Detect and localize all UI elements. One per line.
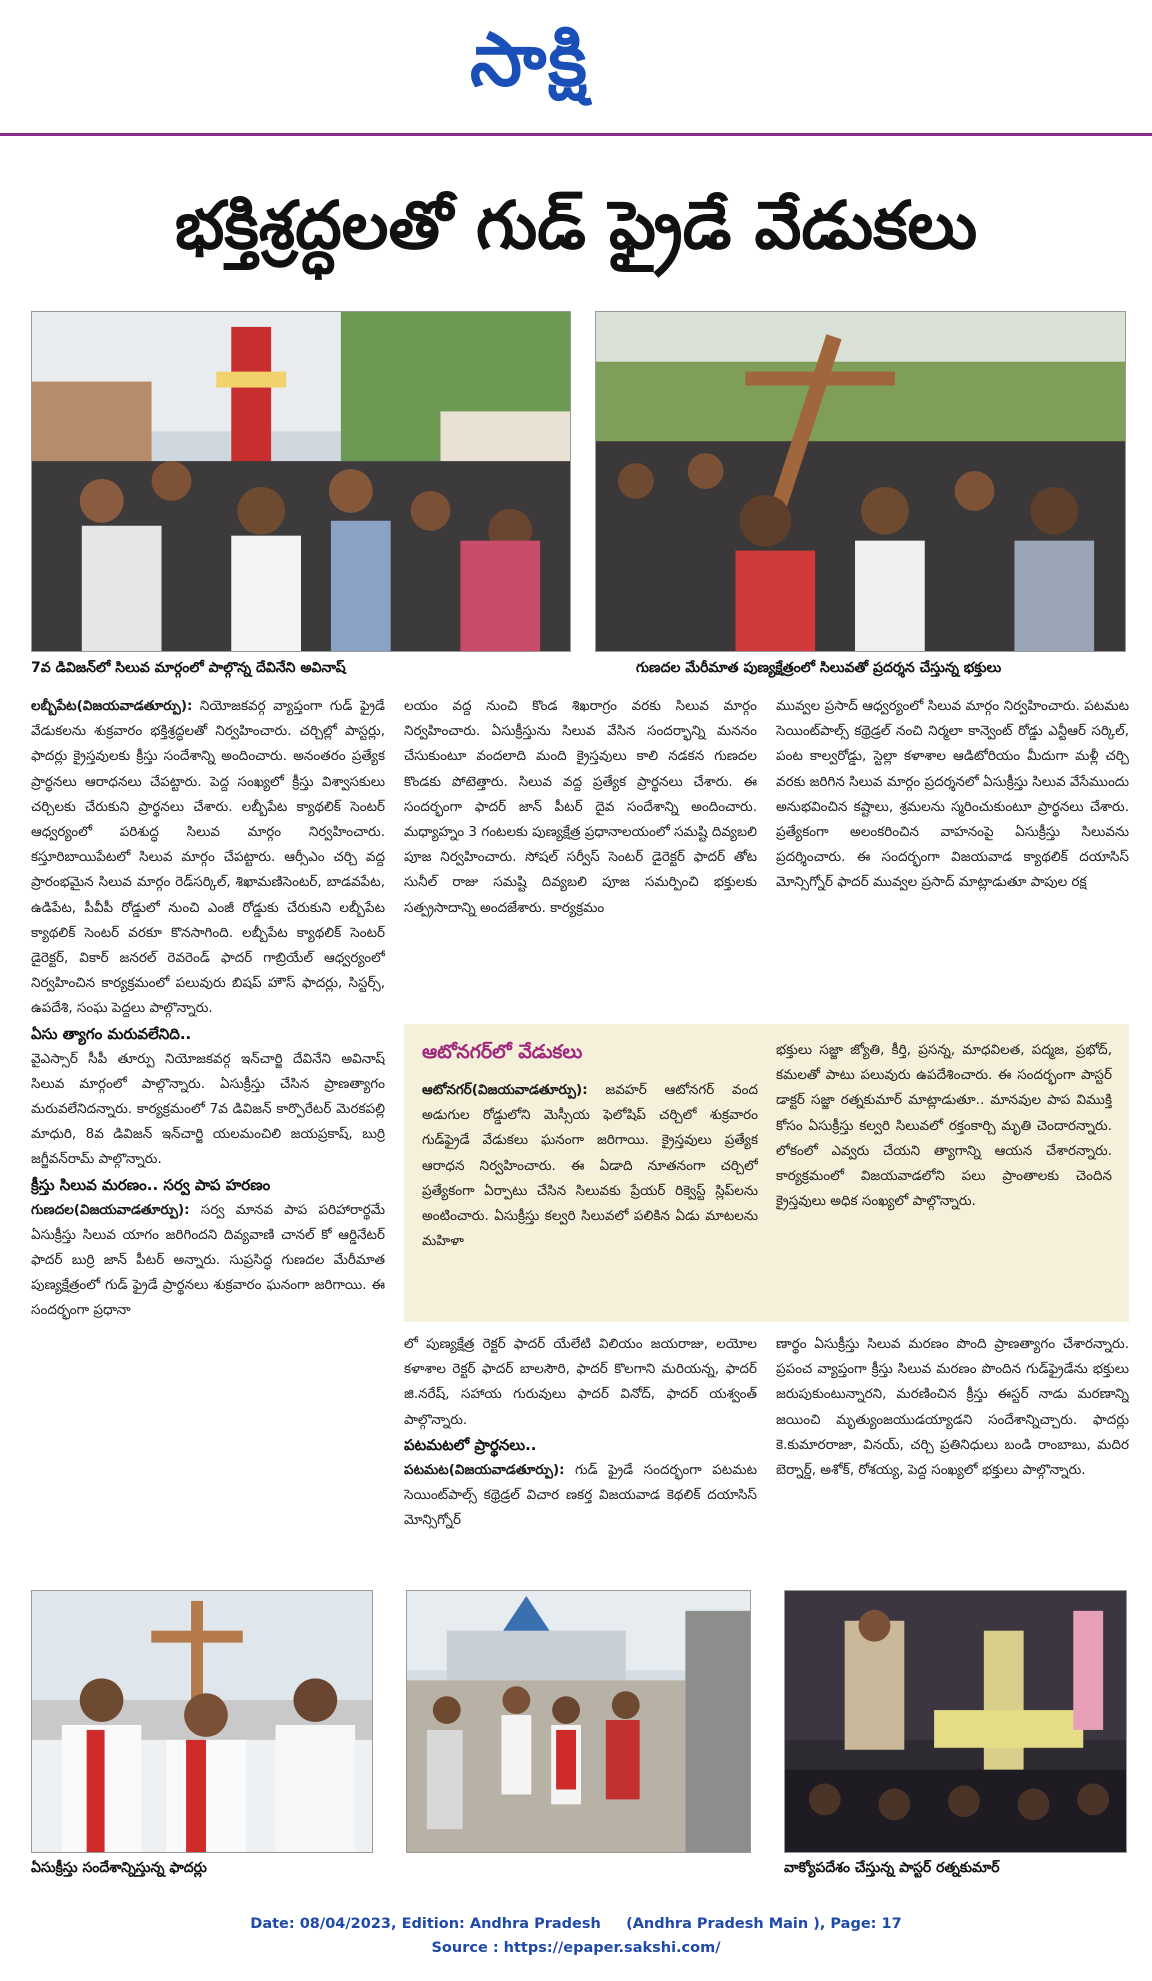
article-column-3-lower	[776, 1332, 1129, 1566]
subhead-patamata: పటమటలో ప్రార్థనలు..	[404, 1435, 537, 1454]
article-column-1	[31, 694, 385, 1566]
article-column-2-lower	[404, 1332, 757, 1566]
caption-top-left: 7వ డివిజన్‌లో సిలువ మార్గంలో పాల్గొన్న దేవినేని అవినాష్	[31, 660, 346, 676]
article-column-3	[776, 694, 1129, 1008]
footer-date-edition: Date: 08/04/2023, Edition: Andhra Pradesh (Andhra Pradesh Main ), Page: 17	[250, 1916, 902, 1932]
col2b-text2: గుడ్ ఫ్రైడే సందర్భంగా పటమట సెయింట్‌పాల్స్ కథ్రెడ్రల్ విచార ణకర్త విజయవాడ కెథలిక్ దయాసిస్ మోన్సిగ్నోర్	[404, 1461, 757, 1529]
sidebox-left-column	[422, 1078, 758, 1308]
col3b-text: ణార్థం ఏసుక్రీస్తు సిలువ మరణం పొంది ప్రాణత్యాగం చేశారన్నారు. ప్రపంచ వ్యాప్తంగా క్రీస్తు సిలువ మరణం పొందిన గుడ్‌ఫ్రైడేను భక్తులు జరుపుకుంటున్నారని, మరణించిన క్రీస్తు ఈస్టర్ నాడు మరణాన్ని జయించి మృత్యుంజయుడయ్యాడని సందేశాన్నిచ్చారు. ఫాదర్లు కె.కుమారరాజా, వినయ్, చర్చి ప్రతినిధులు బండి రాంబాబు, మదిర బెర్నార్డ్, అశోక్, రోశయ్య, పెద్ద సంఖ్యలో భక్తులు పాల్గొన్నారు.	[776, 1336, 1129, 1479]
sidebox-title: ఆటోనగర్‌లో వేడుకలు	[422, 1041, 583, 1063]
article-column-2	[404, 694, 757, 1008]
col1-text: నియోజకవర్గ వ్యాప్తంగా గుడ్ ఫ్రైడే వేడుకలను శుక్రవారం భక్తిశ్రద్ధలతో నిర్వహించారు. చర్చిల్లో పాస్టర్లు, ఫాదర్లు క్రైస్తవులకు క్రీస్తు సందేశాన్ని అందించారు. అనంతరం ప్రత్యేక ప్రార్థనలు ఆరాధనలు చేపట్టారు. పెద్ద సంఖ్యలో క్రీస్తు విశ్వాసకులు చర్చిలకు చేరుకుని ప్రార్థనలు చేశారు. లబ్బీపేట క్యాథలిక్ సెంటర్ ఆధ్వర్యంలో పరిశుద్ధ సిలువ మార్గం నిర్వహించారు. కస్తూరిబాయిపేటలో సిలువ మార్గం చేపట్టారు. ఆర్సీఎం చర్చి వద్ద ప్రారంభమైన సిలువ మార్గం రెడ్‌సర్కిల్, శిఖామణిసెంటర్, బాడవపేట, ఉడిపేట, పీవీపీ రోడ్డులో నుంచి ఎంజీ రోడ్డుకు చేరుకుని లబ్బీపేట క్యాథలిక్ సెంటర్ వరకూ కొనసాగింది. లబ్బీపేట క్యాథలిక్ సెంటర్ డైరెక్టర్, వికార్ జనరల్ రెవరెండ్ ఫాదర్ గాబ్రియేల్ ఆధ్వర్యంలో నిర్వహించిన కార్యక్రమంలో పలువురు బిషప్ హౌస్ ఫాదర్లు, సిస్టర్స్, ఉపదేశి, సంఘ పెద్దలు పాల్గొన్నారు.	[31, 698, 385, 1017]
dateline-autonagar: ఆటోనగర్(విజయవాడతూర్పు):	[422, 1082, 588, 1098]
sidebox-right-column	[776, 1038, 1112, 1308]
photo-bottom-left	[31, 1590, 373, 1853]
subhead-kreestu-siluva: క్రీస్తు సిలువ మరణం.. సర్వ పాప హరణం	[31, 1175, 271, 1194]
photo-bottom-right	[784, 1590, 1127, 1853]
photo-top-left	[31, 311, 571, 652]
sidebox-left-text: జవహర్ ఆటోనగర్ వంద అడుగుల రోడ్డులోని మెస్సీయ ఫెలోషిప్ చర్చిలో శుక్రవారం గుడ్‌ఫ్రైడే వేడుకలు ఘనంగా జరిగాయి. క్రైస్తవులు ప్రత్యేక ఆరాధన నిర్వహించారు. ఈ ఏడాది నూతనంగా చర్చిలో ప్రత్యేకంగా ఏర్పాటు చేసిన సిలువకు ప్రేయర్ రిక్వెస్ట్ స్లిప్‌లను అంటించారు. ఏసుక్రీస్తు కల్వరి సిలువలో పలికిన ఏడు మాటలను మహిళా	[422, 1082, 758, 1250]
masthead-rule	[0, 133, 1152, 136]
footer-source[interactable]: Source : https://epaper.sakshi.com/	[431, 1940, 721, 1956]
photo-top-right	[595, 311, 1126, 652]
col2-text: లయం వద్ద నుంచి కొండ శిఖరాగ్రం వరకు సిలువ మార్గం నిర్వహించారు. ఏసుక్రీస్తును సిలువ వేసిన సందర్భాన్ని మననం చేసుకుంటూ వందలాది మంది క్రైస్తవులు కాలి నడకన గుణదల కొండకు పోటెత్తారు. సిలువ వద్ద ప్రత్యేక ప్రార్థనలు చేశారు. ఈ సందర్భంగా ఫాదర్ జాన్ పీటర్ దైవ సందేశాన్ని అందించారు. మధ్యాహ్నం 3 గంటలకు పుణ్యక్షేత్ర ప్రధానాలయంలో సమష్టి దివ్యబలి పూజ నిర్వహించారు. సోషల్ సర్వీస్ సెంటర్ డైరెక్టర్ ఫాదర్ తోట సునీల్ రాజు సమష్టి దివ్యబలి పూజ సమర్పించి భక్తులకు సత్ప్రసాదాన్ని అందజేశారు. కార్యక్రమం	[404, 698, 757, 916]
headline: భక్తిశ్రద్ధలతో గుడ్ ఫ్రైడే వేడుకలు	[174, 187, 978, 264]
subhead-yesu-tyagam: ఏసు త్యాగం మరువలేనిది..	[31, 1024, 192, 1043]
sidebox-right-text: భక్తులు సజ్జా జ్యోతి, కీర్తి, ప్రసన్న, మాధవిలత, పద్మజ, ప్రభోద్, కమలతో పాటు పలువురు ఉపదేశించారు. ఈ సందర్భంగా పాస్టర్ డాక్టర్ సజ్జా రత్నకుమార్ మాట్లాడుతూ.. మానవుల పాప విముక్తి కోసం ఏసుక్రీస్తు కల్వరి సిలువలో రక్తంకార్చి మృతి చెందారన్నారు. లోకంలో ఎవ్వరు చేయని త్యాగాన్ని ఆయన చేశారన్నారు. కార్యక్రమంలో విజయవాడలోని పలు ప్రాంతాలకు చెందిన క్రైస్తవులు అధిక సంఖ్యలో పాల్గొన్నారు.	[776, 1042, 1112, 1210]
caption-bottom-right: వాక్యోపదేశం చేస్తున్న పాస్టర్ రత్నకుమార్	[784, 1860, 1000, 1876]
photo-bottom-middle	[406, 1590, 751, 1853]
caption-top-right: గుణదల మేరీమాత పుణ్యక్షేత్రంలో సిలువతో ప్రదర్శన చేస్తున్న భక్తులు	[636, 660, 1002, 676]
col2b-text: లో పుణ్యక్షేత్ర రెక్టర్ ఫాదర్ యేలేటి విలియం జయరాజు, లయోల కళాశాల రెక్టర్ ఫాదర్ బాలసౌరి, ఫాదర్ కొలగాని మరియన్న, ఫాదర్ జి.నరేష్, సహాయ గురువులు ఫాదర్ వినోద్, ఫాదర్ యశ్వంత్ పాల్గొన్నారు.	[404, 1336, 757, 1428]
dateline-labbipet: లబ్బీపేట(విజయవాడతూర్పు):	[31, 698, 193, 714]
col1-text3: సర్వ మానవ పాప పరిహారార్థమే ఏసుక్రీస్తు సిలువ యాగం జరిగిందని దివ్యవాణి చానల్ కో ఆర్డినేటర్ ఫాదర్ బుర్రి జాన్ పీటర్ అన్నారు. సుప్రసిద్ధ గుణదల మేరీమాత పుణ్యక్షేత్రంలో గుడ్ ఫ్రైడే ప్రార్థనలు శుక్రవారం ఘనంగా జరిగాయి. ఈ సందర్భంగా ప్రధానా	[31, 1201, 385, 1319]
dateline-gunadala: గుణదల(విజయవాడతూర్పు):	[31, 1201, 190, 1218]
sidebox-autonagar	[404, 1024, 1129, 1322]
col1-text2: వైఎస్సార్ సీపీ తూర్పు నియోజకవర్గ ఇన్‌చార్జి దేవినేని అవినాష్ సిలువ మార్గంలో పాల్గొన్నారు. ఏసుక్రీస్తు చేసిన ప్రాణత్యాగం మరువలేనిదన్నారు. కార్యక్రమంలో 7వ డివిజన్ కార్పొరేటర్ మెరకపల్లి మాధురి, 8వ డివిజన్ ఇన్‌చార్జి యలమంచిలి జయప్రకాష్, బుర్రి జగ్జీవన్‌రామ్ పాల్గొన్నారు.	[31, 1050, 385, 1168]
col3-text: మువ్వల ప్రసాద్ ఆధ్వర్యంలో సిలువ మార్గం నిర్వహించారు. పటమట సెయింట్‌పాల్స్ కథ్రెడ్రల్ నంచి నిర్మలా కాన్వెంట్ రోడ్డు ఎన్టీఆర్ సర్కిల్, పంట కాల్వరోడ్డు, స్టెల్లా కళాశాల ఆడిటోరియం మీదుగా మళ్లీ చర్చి వరకు జరిగిన సిలువ మార్గం ప్రదర్శనలో ఏసుక్రీస్తు సిలువ వేసేముందు అనుభవించిన కష్టాలు, శ్రమలను స్మరించుకుంటూ ప్రార్థనలు చేశారు. ప్రత్యేకంగా అలంకరించిన వాహనంపై ఏసుక్రీస్తు సిలువను ప్రదర్శించారు. ఈ సందర్భంగా విజయవాడ క్యాథలిక్ దయాసిస్ మోన్సిగ్నోర్ ఫాదర్ మువ్వల ప్రసాద్ మాట్లాడుతూ పాపుల రక్ష	[776, 698, 1129, 891]
dateline-patamata: పటమట(విజయవాడతూర్పు):	[404, 1461, 565, 1478]
masthead	[0, 0, 1152, 136]
footer	[0, 1912, 1152, 1960]
sakshi-logo: సాక్షి	[470, 17, 589, 103]
caption-bottom-left: ఏసుక్రీస్తు సందేశాన్నిస్తున్న ఫాదర్లు	[31, 1860, 207, 1876]
